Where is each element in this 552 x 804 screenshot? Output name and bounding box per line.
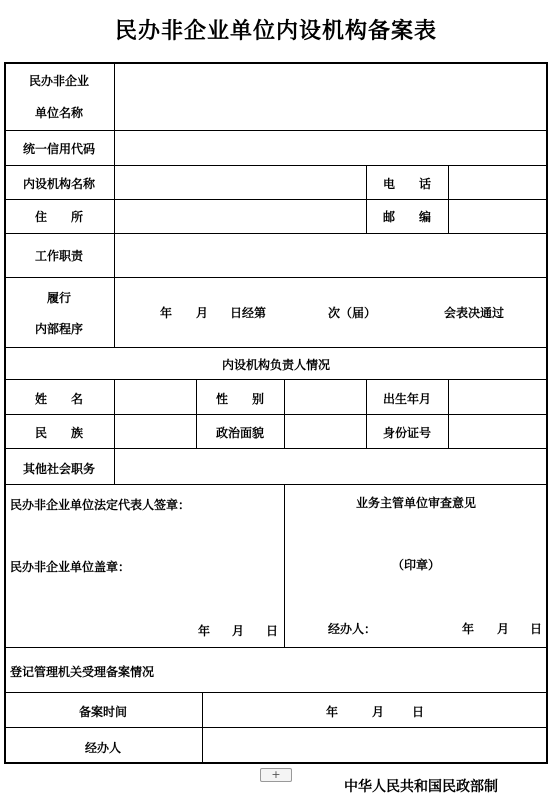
leader-section-header: 内设机构负责人情况 — [221, 358, 330, 372]
right-date-year: 年 — [462, 622, 475, 636]
org-name-label-line2: 单位名称 — [34, 106, 83, 120]
other-roles-label: 其他社会职务 — [22, 462, 95, 476]
table-border — [4, 62, 548, 764]
phone-label: 电 话 — [382, 177, 431, 191]
filing-time-label: 备案时间 — [78, 705, 127, 719]
left-date-month: 月 — [232, 624, 245, 638]
dept-name-label: 内设机构名称 — [22, 177, 95, 191]
procedure-year: 年 — [160, 306, 173, 320]
ethnicity-label: 民 族 — [34, 426, 83, 440]
filing-day: 日 — [412, 705, 425, 719]
procedure-month: 月 — [196, 306, 209, 320]
credit-code-label: 统一信用代码 — [22, 142, 95, 156]
gender-label: 性 别 — [215, 392, 264, 406]
legal-rep-signature-label: 民办非企业单位法定代表人签章： — [10, 498, 191, 512]
left-date-year: 年 — [198, 624, 211, 638]
seal-label: （印章） — [391, 558, 440, 572]
postcode-label: 邮 编 — [382, 210, 431, 224]
filing-month: 月 — [372, 705, 385, 719]
right-date-day: 日 — [530, 622, 543, 636]
registration-header: 登记管理机关受理备案情况 — [10, 665, 155, 679]
procedure-label-line2: 内部程序 — [34, 322, 83, 336]
authority-opinion-label: 业务主管单位审查意见 — [355, 496, 476, 510]
org-seal-label: 民办非企业单位盖章： — [10, 560, 131, 574]
political-label: 政治面貌 — [215, 426, 264, 440]
left-date-day: 日 — [266, 624, 279, 638]
birth-label: 出生年月 — [382, 392, 431, 406]
issuer-footer: 中华人民共和国民政部制 — [344, 779, 498, 795]
filing-year: 年 — [326, 705, 339, 719]
address-label: 住 所 — [34, 210, 83, 224]
page-title: 民办非企业单位内设机构备案表 — [114, 19, 437, 44]
authority-handler-label: 经办人： — [328, 622, 377, 636]
procedure-passed: 会表决通过 — [444, 306, 505, 320]
add-row-button[interactable]: + — [260, 768, 292, 782]
org-name-label-line1: 民办非企业 — [28, 74, 89, 88]
duties-label: 工作职责 — [34, 249, 83, 263]
name-label: 姓 名 — [34, 392, 83, 406]
id-number-label: 身份证号 — [382, 426, 431, 440]
procedure-label-line1: 履行 — [46, 291, 71, 305]
right-date-month: 月 — [497, 622, 510, 636]
procedure-times: 次（届） — [328, 306, 377, 320]
registration-handler-label: 经办人 — [84, 741, 121, 755]
procedure-day-text: 日经第 — [230, 306, 267, 320]
